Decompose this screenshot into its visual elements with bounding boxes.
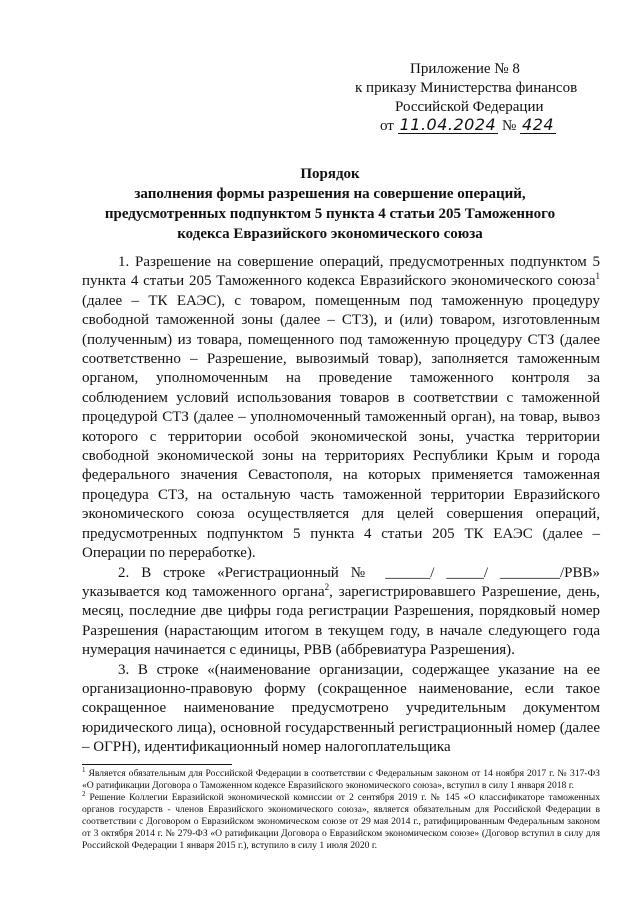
- handwritten-number: 424: [522, 115, 555, 134]
- title-line-3: предусмотренных подпунктом 5 пункта 4 статьи 205 Таможенного: [104, 206, 556, 222]
- paragraph-2-text-b: , зарегистрировавшего Разрешение, день, месяц, последние две цифры года регистрации Разрешения, порядковый номер Разрешения (нарастающим итогом в текущем году, в начале следующего года нумерация начинается с единицы, РВВ (аббревиатура Разрешения).: [82, 583, 600, 659]
- footnote-2-mark: 2: [82, 789, 86, 798]
- title-line-2: заполнения формы разрешения на совершение операций,: [134, 186, 526, 202]
- paragraph-2: [82, 564, 600, 661]
- footnotes: [82, 765, 600, 852]
- annex-number: Приложение № 8: [410, 61, 520, 77]
- document-title: [60, 164, 600, 244]
- annex-header: [355, 60, 600, 136]
- footnote-2: [82, 789, 600, 852]
- paragraph-1: [82, 253, 600, 564]
- footnote-divider: [82, 764, 232, 765]
- footnote-ref-1: 1: [595, 271, 600, 282]
- number-prefix: №: [501, 118, 517, 134]
- title-line-4: кодекса Евразийского экономического союза: [177, 226, 483, 242]
- paragraph-2-text-a: 2. В строке «Регистрационный № ______/ _____/ ________/РВВ» указывается код таможенного органа: [82, 564, 600, 600]
- paragraph-1-text-a: 1. Разрешение на совершение операций, предусмотренных подпунктом 5 пункта 4 статьи 205 Таможенного кодекса Евразийского экономического союза: [82, 254, 600, 290]
- handwritten-date: 11.04.2024: [399, 115, 497, 134]
- footnote-2-text: Решение Коллегии Евразийской экономической комиссии от 2 сентября 2019 г. № 145 «О классификаторе таможенных органов государств - членов Евразийского экономического союза», является обязательным для Российской Федерации в соответствии с Договором о Евразийском экономическом союзе от 29 мая 2014 г., ратифицированным Федеральным законом от 3 октября 2014 г. № 279-ФЗ «О ратификации Договора о Евразийском экономическом союзе» (Договор вступил в силу для Российской Федерации 1 января 2015 г.), вступило в силу 1 июля 2020 г.: [82, 792, 600, 851]
- document-body: [82, 253, 600, 758]
- paragraph-3: 3. В строке «(наименование организации, содержащее указание на ее организационно-правовую форму (сокращенное наименование, если такое сокращенное наименование предусмотрено учредительным документом юридического лица), основной государственный регистрационный номер (далее – ОГРН), идентификационный номер налогоплательщика: [82, 661, 600, 756]
- footnote-1-text: Является обязательным для Российской Федерации в соответствии с Федеральным законом от 14 ноября 2017 г. № 317-ФЗ «О ратификации Договора о Таможенном кодексе Евразийского экономического союза», вступил в силу 1 января 2018 г.: [82, 768, 600, 791]
- footnote-ref-2: 2: [324, 581, 330, 592]
- date-prefix: от: [380, 118, 394, 134]
- annex-date-line: [355, 117, 600, 136]
- annex-ministry: Российской Федерации: [395, 99, 544, 115]
- paragraph-1-text-b: (далее – ТК ЕАЭС), с товаром, помещенным под таможенную процедуру свободной таможенной зоны (далее – СТЗ), и (или) товаром, изготовленным (полученным) из товара, помещенного под таможенную процедуру СТЗ (далее соответственно – Разрешение, вывозимый товар), заполняется таможенным органом, уполномоченным на проведение таможенного контроля за соблюдением условий использования товаров в соответствии с таможенной процедурой СТЗ (далее – уполномоченный таможенный орган), на товар, вывоз которого с территории особой экономической зоны, участка территории свободной экономической зоны на территориях Республики Крым и города федерального значения Севастополя, на которых применяется таможенная процедура СТЗ, на остальную часть таможенной территории Евразийского экономического союза осуществляется для целей совершения операций, предусмотренных подпунктом 5 пункта 4 статьи 205 ТК ЕАЭС (далее – Операции по переработке).: [82, 292, 600, 562]
- annex-order-ref: к приказу Министерства финансов: [355, 80, 578, 96]
- footnote-1: [82, 765, 600, 792]
- footnote-1-mark: 1: [82, 765, 86, 774]
- title-line-1: Порядок: [300, 166, 360, 182]
